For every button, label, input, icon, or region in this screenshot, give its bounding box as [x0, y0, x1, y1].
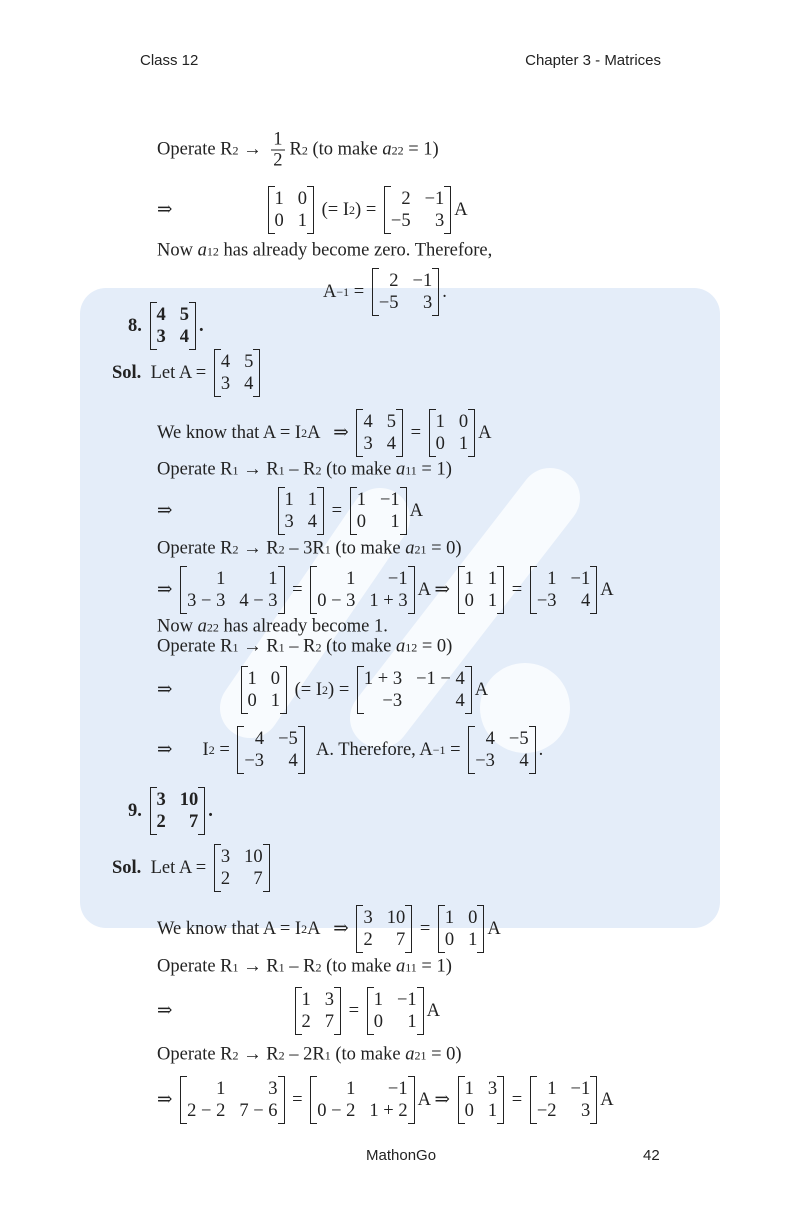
matrix-entry: 1 — [356, 490, 366, 510]
matrix-entry: 5 — [179, 305, 189, 325]
matrix-entry: 10 — [179, 790, 199, 810]
matrix-entry: 0 — [297, 189, 308, 209]
matrix-entry: 3 − 3 — [187, 591, 226, 611]
text-line: Now a 12 has already become zero. Therefore, — [157, 240, 493, 261]
text-line — [157, 487, 423, 535]
matrix-entry: 0 — [270, 669, 281, 689]
text-run: (to make — [307, 139, 383, 160]
text-run: ⇒ — [157, 501, 173, 521]
text-run — [142, 316, 147, 337]
matrix — [458, 566, 505, 614]
text-run: A — [454, 199, 468, 220]
matrix-entry: 1 — [274, 189, 284, 209]
matrix-entry: 1 — [487, 569, 498, 589]
text-run: → R — [238, 956, 279, 977]
matrix-entry: 4 — [386, 434, 396, 454]
matrix — [429, 409, 476, 457]
footer-brand: MathonGo — [366, 1147, 437, 1164]
text-run: ⇒ — [157, 200, 173, 220]
text-run: has already become 1. — [218, 616, 388, 637]
text-run: → R — [238, 1044, 279, 1065]
matrix — [214, 844, 270, 892]
bold-label: Sol. — [112, 362, 142, 383]
text-line: A −1 = 2 −1 −5 3 . — [323, 268, 447, 316]
text-run: A — [426, 1000, 441, 1021]
matrix-entry: 4 — [485, 729, 495, 749]
matrix — [384, 186, 451, 234]
text-line — [112, 844, 273, 892]
italic-variable: a — [405, 1044, 415, 1065]
matrix-entry: 4 — [307, 512, 318, 532]
text-run: = — [507, 579, 527, 600]
matrix-entry: 4 — [455, 691, 465, 711]
text-run: A ⇒ — [307, 919, 354, 939]
matrix — [268, 186, 315, 234]
matrix-entry: 3 — [487, 1079, 498, 1099]
text-line: We know that A = I 2 A ⇒ 4 5 3 4 = 1 0 0 1 A — [157, 409, 492, 457]
matrix — [241, 666, 288, 714]
bold-label: . — [199, 315, 204, 336]
matrix-entry: −1 — [570, 1079, 591, 1099]
text-run: A ⇒ — [417, 1090, 455, 1110]
matrix-entry: 4 — [220, 352, 231, 372]
text-line — [157, 566, 614, 614]
text-run: (to make — [321, 636, 396, 657]
text-run: – 3R — [284, 538, 325, 559]
italic-variable: a — [395, 956, 406, 977]
matrix-entry: 1 — [390, 512, 400, 532]
matrix — [214, 349, 261, 397]
matrix-entry: −5 — [508, 729, 529, 749]
fraction-denominator: 2 — [273, 150, 283, 171]
text-run: = — [415, 918, 435, 939]
text-run: A — [487, 918, 501, 939]
matrix-entry: 3 — [363, 434, 373, 454]
text-line — [112, 349, 263, 397]
text-run: A ⇒ — [307, 423, 354, 443]
text-run: Operate R — [157, 1044, 233, 1065]
matrix-entry: 1 — [307, 490, 318, 510]
matrix-entry: 3 — [220, 847, 231, 867]
matrix-entry: −5 — [378, 293, 399, 313]
matrix-entry: 3 — [156, 790, 166, 810]
matrix-entry: 2 — [401, 189, 411, 209]
text-run: ⇒ — [157, 680, 173, 700]
text-run: – R — [284, 459, 316, 480]
matrix-entry: 10 — [244, 847, 263, 867]
text-line: Operate R 1 → R 1 – R 2 (to make a 11 = 1) — [157, 459, 452, 480]
matrix-entry: 1 — [547, 569, 557, 589]
text-run: We know that A = I — [157, 918, 302, 939]
matrix-entry: 1 — [468, 930, 478, 950]
text-run: A — [474, 679, 489, 700]
text-run: = 1) — [403, 139, 439, 160]
matrix-entry: 1 — [435, 412, 445, 432]
matrix-entry: −1 − 4 — [416, 669, 465, 689]
text-run: has already become zero. Therefore, — [218, 240, 493, 261]
bold-label: 9. — [128, 800, 142, 821]
text-run: ⇒ — [157, 1001, 173, 1021]
matrix — [180, 1076, 284, 1124]
matrix-entry: 2 — [363, 930, 373, 950]
matrix — [278, 487, 325, 535]
matrix — [150, 787, 206, 835]
matrix-entry: 1 — [407, 1012, 417, 1032]
text-run: = — [349, 281, 369, 302]
matrix-entry: 2 — [156, 812, 166, 832]
matrix-entry: 3 — [580, 1101, 591, 1121]
text-run: = 1) — [416, 459, 452, 480]
matrix — [438, 905, 485, 953]
matrix-entry: 3 — [156, 327, 166, 347]
matrix-entry: −1 — [379, 490, 400, 510]
text-run: . — [442, 281, 447, 302]
text-run: (= I — [290, 679, 323, 700]
text-run: = — [327, 500, 347, 521]
matrix — [237, 726, 304, 774]
matrix-entry: 4 — [156, 305, 166, 325]
text-run: ⇒ — [157, 580, 178, 600]
text-run: – R — [284, 956, 316, 977]
matrix — [530, 566, 597, 614]
matrix — [310, 1076, 414, 1124]
matrix-entry: 4 − 3 — [239, 591, 278, 611]
bold-label: . — [208, 800, 213, 821]
matrix-entry: 7 — [395, 930, 406, 950]
matrix-entry: 1 — [301, 990, 311, 1010]
text-run: ) = — [355, 199, 381, 220]
header-chapter: Chapter 3 - Matrices — [525, 52, 661, 69]
text-run: → R — [238, 459, 279, 480]
text-line: We know that A = I 2 A ⇒ 3 10 2 7 = 1 0 0 1 A — [157, 905, 501, 953]
text-run: (to make — [330, 538, 406, 559]
text-run: → R — [238, 538, 279, 559]
text-run: A — [600, 579, 614, 600]
matrix-entry: −1 — [570, 569, 591, 589]
matrix-entry: 1 — [458, 434, 469, 454]
matrix-entry: 5 — [386, 412, 396, 432]
italic-variable: a — [382, 139, 392, 160]
matrix-entry: 4 — [288, 751, 298, 771]
text-run: = 0) — [426, 538, 462, 559]
matrix-entry: −1 — [396, 990, 417, 1010]
matrix-entry: −1 — [412, 271, 433, 291]
matrix-entry: 0 — [464, 1101, 474, 1121]
text-run: = — [344, 1000, 364, 1021]
text-line: ⇒ 1 0 0 1 (= I 2 ) = 1 + 3 −1 − 4 −3 4 A — [157, 666, 488, 714]
text-run: (to make — [330, 1044, 406, 1065]
text-line: Operate R 2 → R 2 – 2R 1 (to make a 21 = 0) — [157, 1044, 462, 1065]
matrix-entry: 2 — [389, 271, 399, 291]
text-run: Operate R — [157, 538, 233, 559]
matrix-entry: 7 − 6 — [239, 1101, 278, 1121]
matrix-entry: 0 − 2 — [317, 1101, 356, 1121]
fraction-numerator: 1 — [273, 129, 283, 150]
matrix-entry: 3 — [422, 293, 433, 313]
text-line — [128, 787, 213, 835]
matrix-entry: −1 — [424, 189, 445, 209]
matrix-entry: 0 — [274, 211, 284, 231]
text-line — [157, 1076, 614, 1124]
matrix-entry: 1 — [464, 1079, 474, 1099]
matrix-entry: 7 — [189, 812, 199, 832]
matrix-entry: 0 — [458, 412, 469, 432]
text-run: = 1) — [416, 956, 452, 977]
matrix-entry: 0 — [356, 512, 366, 532]
bold-label: Sol. — [112, 857, 142, 878]
matrix-entry: −2 — [536, 1101, 557, 1121]
matrix-entry: 7 — [253, 869, 263, 889]
italic-variable: a — [197, 240, 207, 261]
text-line: Operate R 2 → $\frac{1}{2}$ R 2 (to make a 22 = 1) — [157, 129, 439, 171]
text-run: Let A = — [141, 857, 211, 878]
italic-variable: a — [395, 636, 406, 657]
matrix-entry: 1 + 2 — [369, 1101, 408, 1121]
text-line: Operate R 1 → R 1 – R 2 (to make a 12 = 0) — [157, 636, 453, 657]
text-run: A — [409, 500, 424, 521]
matrix-entry: 1 — [547, 1079, 557, 1099]
matrix — [350, 487, 407, 535]
matrix-entry: 1 — [216, 569, 226, 589]
matrix — [295, 987, 342, 1035]
matrix — [458, 1076, 505, 1124]
matrix-entry: −3 — [244, 751, 265, 771]
matrix-entry: 0 — [444, 930, 455, 950]
matrix-entry: 3 — [324, 990, 335, 1010]
text-run: Operate R — [157, 636, 233, 657]
matrix — [372, 268, 439, 316]
text-run: = — [507, 1089, 527, 1110]
matrix-entry: 1 + 3 — [363, 669, 403, 689]
matrix-entry: 0 — [468, 908, 478, 928]
matrix-entry: −3 — [382, 691, 403, 711]
text-run: Operate R — [157, 139, 233, 160]
text-run: – R — [284, 636, 316, 657]
matrix-entry: 2 − 2 — [187, 1101, 226, 1121]
matrix-entry: 1 — [297, 211, 308, 231]
matrix-entry: 1 — [487, 591, 498, 611]
text-run: A — [600, 1089, 614, 1110]
text-run: (to make — [321, 459, 396, 480]
text-run: Operate R — [157, 459, 233, 480]
text-run: = 0) — [417, 636, 453, 657]
text-run: ⇒ — [157, 1090, 178, 1110]
text-run: → R — [238, 636, 279, 657]
text-run — [142, 801, 147, 822]
matrix — [530, 1076, 597, 1124]
matrix-entry: 1 — [270, 691, 281, 711]
matrix — [468, 726, 535, 774]
italic-variable: a — [395, 459, 406, 480]
matrix-entry: 0 — [435, 434, 445, 454]
text-run: (to make — [321, 956, 396, 977]
matrix-entry: 10 — [386, 908, 406, 928]
matrix-entry: 4 — [580, 591, 591, 611]
matrix-entry: 1 — [346, 569, 356, 589]
text-run: I — [202, 739, 209, 760]
text-run: Now — [157, 240, 198, 261]
matrix-entry: −5 — [390, 211, 411, 231]
text-run: We know that A = I — [157, 422, 302, 443]
matrix-entry: 1 — [346, 1079, 356, 1099]
matrix — [150, 302, 197, 350]
fraction — [271, 130, 284, 171]
text-run: → — [238, 139, 267, 160]
matrix-entry: 1 — [373, 990, 383, 1010]
matrix — [367, 987, 424, 1035]
matrix — [356, 905, 412, 953]
matrix-entry: 3 — [268, 1079, 278, 1099]
text-run: = 0) — [426, 1044, 462, 1065]
matrix-entry: 1 — [444, 908, 455, 928]
header-class: Class 12 — [140, 52, 199, 69]
matrix-entry: 1 + 3 — [369, 591, 408, 611]
matrix-entry: 1 — [464, 569, 474, 589]
matrix-entry: −1 — [387, 1079, 408, 1099]
text-run: Now — [157, 616, 198, 637]
text-run: A — [478, 422, 492, 443]
matrix-entry: 4 — [254, 729, 265, 749]
text-line: Operate R 1 → R 1 – R 2 (to make a 11 = 1) — [157, 956, 452, 977]
text-run: A — [323, 281, 337, 302]
matrix-entry: 0 — [464, 591, 474, 611]
matrix-entry: 4 — [179, 327, 189, 347]
matrix-entry: −5 — [278, 729, 298, 749]
matrix-entry: 1 — [247, 669, 257, 689]
matrix — [356, 409, 403, 457]
text-run: Let A = — [141, 362, 211, 383]
text-line: ⇒ I 2 = 4 −5 −3 4 A. Therefore, A −1 = 4 −5 −3 4 . — [157, 726, 543, 774]
matrix-entry: 0 − 3 — [317, 591, 356, 611]
matrix-entry: −3 — [475, 751, 495, 771]
matrix-entry: 3 — [220, 374, 231, 394]
text-run: – 2R — [284, 1044, 325, 1065]
matrix-entry: 3 — [363, 908, 373, 928]
matrix-entry: 1 — [216, 1079, 226, 1099]
matrix-entry: 3 — [284, 512, 294, 532]
matrix-entry: 4 — [244, 374, 254, 394]
matrix — [357, 666, 472, 714]
text-line — [157, 987, 440, 1035]
matrix-entry: 0 — [373, 1012, 383, 1032]
text-run: = — [287, 579, 308, 600]
matrix-entry: 1 — [268, 569, 278, 589]
matrix-entry: 3 — [435, 211, 445, 231]
matrix-entry: 7 — [324, 1012, 335, 1032]
text-run: . — [538, 739, 544, 760]
text-run: Operate R — [157, 956, 233, 977]
matrix-entry: 2 — [301, 1012, 311, 1032]
text-run: = — [287, 1089, 308, 1110]
matrix — [310, 566, 414, 614]
matrix-entry: 2 — [220, 869, 231, 889]
matrix — [180, 566, 284, 614]
text-run: (= I — [317, 199, 350, 220]
matrix-entry: −1 — [387, 569, 408, 589]
text-run: = — [405, 422, 426, 443]
text-run: ⇒ — [157, 740, 173, 760]
italic-variable: a — [197, 616, 207, 637]
matrix-entry: 5 — [244, 352, 254, 372]
text-line: ⇒ 1 0 0 1 (= I 2 ) = 2 −1 −5 3 A — [157, 186, 468, 234]
bold-label: 8. — [128, 315, 142, 336]
text-run: ) = — [328, 679, 354, 700]
text-run: A ⇒ — [417, 580, 455, 600]
text-line: Now a 22 has already become 1. — [157, 616, 388, 637]
matrix-entry: 4 — [519, 751, 529, 771]
text-line — [128, 302, 204, 350]
text-run: R — [289, 139, 302, 160]
matrix-entry: −3 — [536, 591, 557, 611]
matrix-entry: 4 — [363, 412, 373, 432]
text-line: Operate R 2 → R 2 – 3R 1 (to make a 21 = 0) — [157, 538, 462, 559]
text-run: A. Therefore, A — [307, 739, 433, 760]
text-run: = — [214, 739, 235, 760]
italic-variable: a — [405, 538, 415, 559]
matrix-entry: 0 — [247, 691, 257, 711]
matrix-entry: 1 — [487, 1101, 498, 1121]
text-run: = — [445, 739, 466, 760]
page-number: 42 — [643, 1147, 660, 1164]
matrix-entry: 1 — [284, 490, 294, 510]
